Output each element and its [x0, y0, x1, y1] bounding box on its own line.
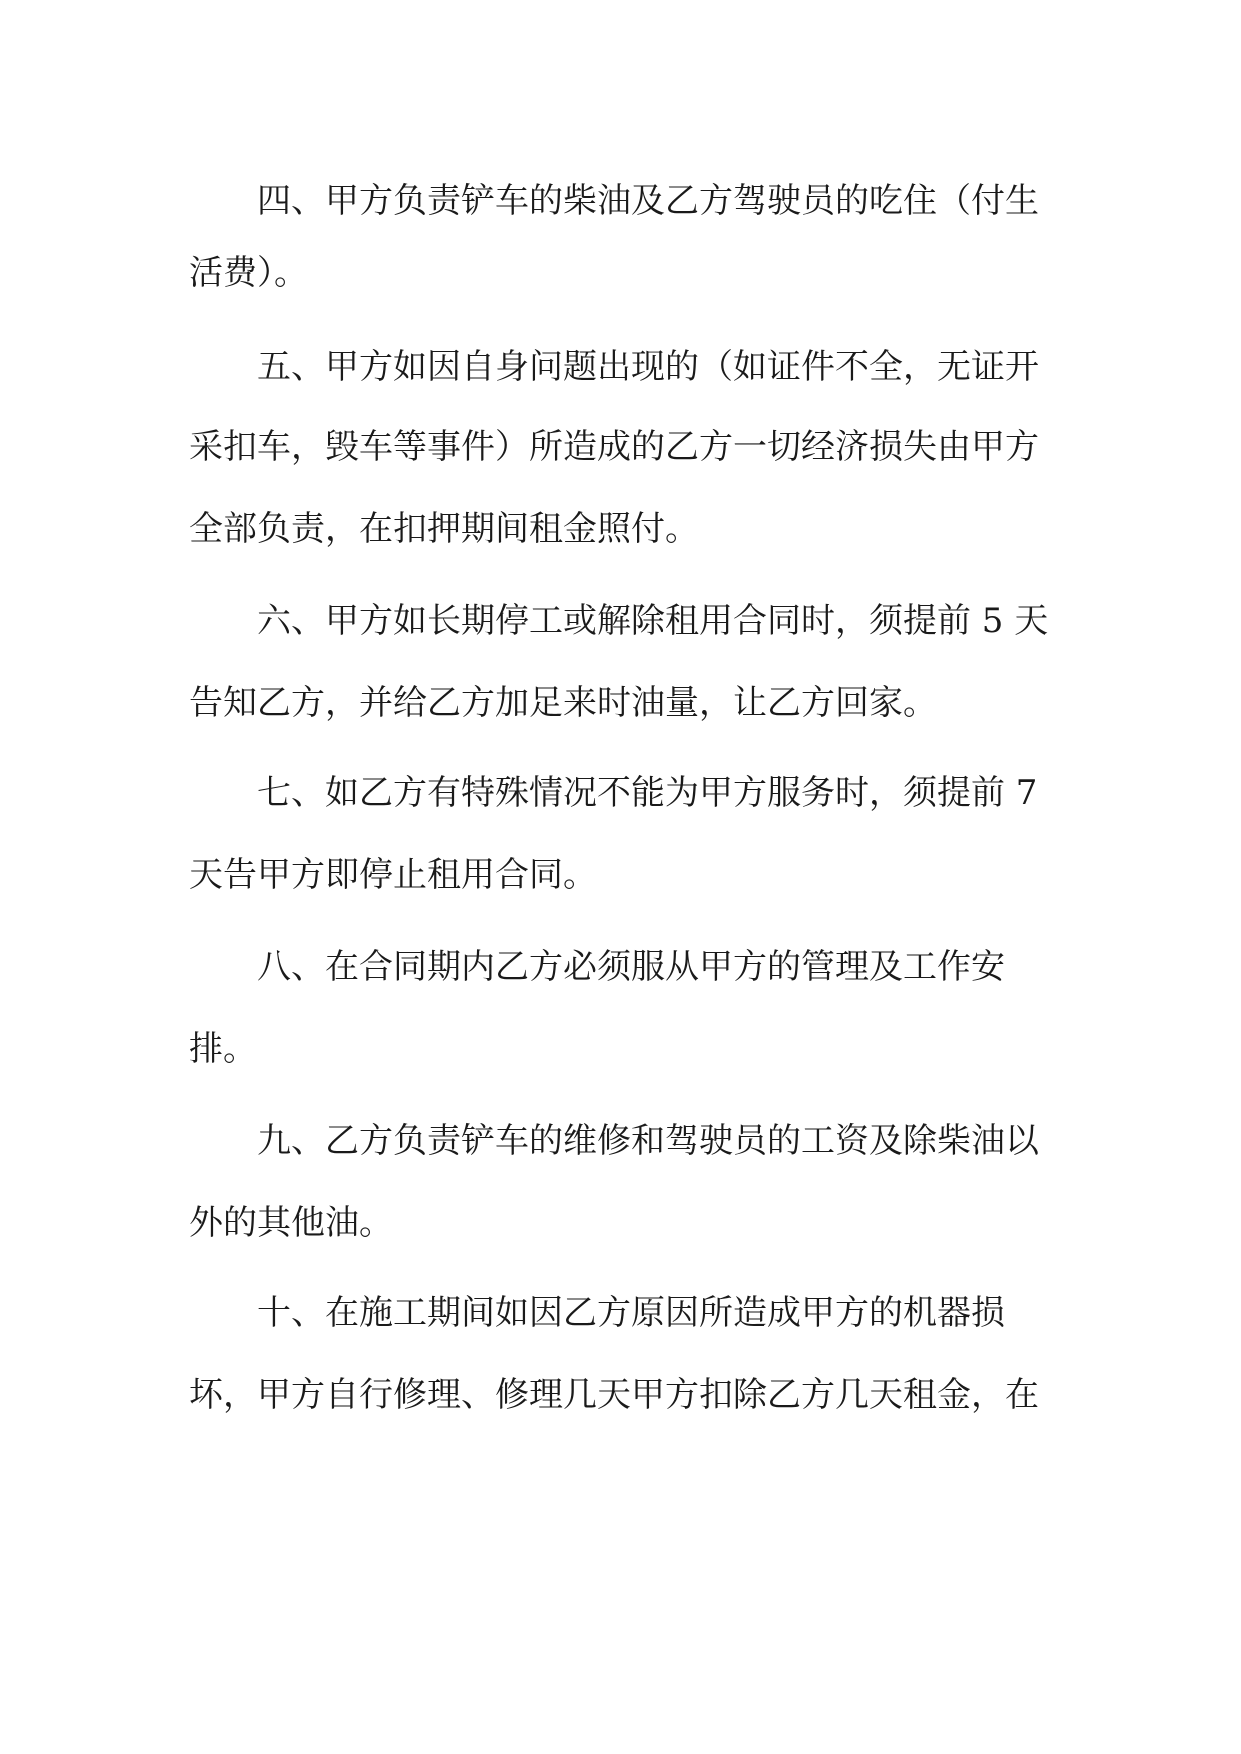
- clause-5-line-2: 采扣车，毁车等事件）所造成的乙方一切经济损失由甲方: [189, 427, 1039, 467]
- clause-6-line-1: 六、甲方如长期停工或解除租用合同时，须提前 5 天: [257, 601, 1049, 641]
- clause-8-line-1: 八、在合同期内乙方必须服从甲方的管理及工作安: [257, 947, 1005, 987]
- clause-7-line-1: 七、如乙方有特殊情况不能为甲方服务时，须提前 7: [257, 773, 1038, 813]
- clause-6-line-2: 告知乙方，并给乙方加足来时油量，让乙方回家。: [189, 683, 937, 723]
- clause-8-line-2: 排。: [189, 1029, 257, 1069]
- clause-7-line-2: 天告甲方即停止租用合同。: [189, 855, 597, 895]
- clause-5-line-1: 五、甲方如因自身问题出现的（如证件不全，无证开: [257, 347, 1039, 387]
- clause-10-line-1: 十、在施工期间如因乙方原因所造成甲方的机器损: [257, 1293, 1005, 1333]
- clause-9-line-2: 外的其他油。: [189, 1203, 393, 1243]
- clause-5-line-3: 全部负责，在扣押期间租金照付。: [189, 509, 699, 549]
- clause-10-line-2: 坏，甲方自行修理、修理几天甲方扣除乙方几天租金，在: [189, 1375, 1039, 1415]
- clause-4-line-2: 活费）。: [189, 253, 308, 293]
- clause-9-line-1: 九、乙方负责铲车的维修和驾驶员的工资及除柴油以: [257, 1121, 1039, 1161]
- clause-4-line-1: 四、甲方负责铲车的柴油及乙方驾驶员的吃住（付生: [257, 181, 1039, 221]
